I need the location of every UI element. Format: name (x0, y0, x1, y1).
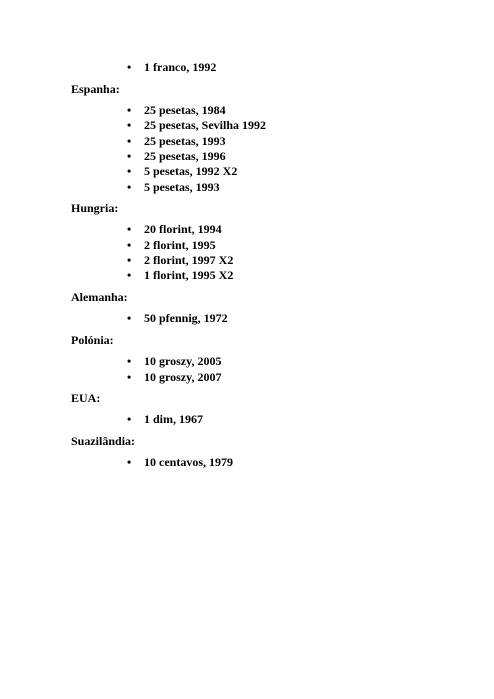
item-text: 1 dim, 1967 (144, 412, 204, 426)
list-item (127, 164, 237, 178)
list-item (127, 149, 226, 163)
section-heading-eua: EUA: (71, 391, 101, 405)
list-item (127, 238, 216, 252)
bullet: • (127, 164, 132, 178)
item-text: 10 groszy, 2005 (144, 354, 222, 368)
list-item (127, 268, 233, 282)
item-text: 5 pesetas, 1993 (144, 180, 220, 194)
item-text: 10 groszy, 2007 (144, 370, 222, 384)
bullet: • (127, 149, 132, 163)
bullet: • (127, 238, 132, 252)
list-item (127, 60, 216, 74)
item-text: 25 pesetas, 1993 (144, 134, 226, 148)
list-item (127, 118, 266, 132)
item-text: 1 franco, 1992 (144, 60, 217, 74)
bullet: • (127, 370, 132, 384)
list-item (127, 134, 226, 148)
item-text: 1 florint, 1995 X2 (144, 268, 234, 282)
list-item (127, 455, 233, 469)
list-item (127, 412, 203, 426)
section-heading-suazilandia: Suazilândia: (71, 434, 136, 448)
bullet: • (127, 253, 132, 267)
list-item (127, 354, 221, 368)
bullet: • (127, 180, 132, 194)
item-text: 20 florint, 1994 (144, 222, 222, 236)
item-text: 2 florint, 1997 X2 (144, 253, 234, 267)
list-item (127, 222, 222, 236)
list-item (127, 370, 221, 384)
section-heading-espanha: Espanha: (71, 82, 120, 96)
bullet: • (127, 103, 132, 117)
list-item (127, 253, 233, 267)
bullet: • (127, 354, 132, 368)
item-text: 25 pesetas, 1996 (144, 149, 226, 163)
section-heading-hungria: Hungria: (71, 201, 119, 215)
bullet: • (127, 134, 132, 148)
bullet: • (127, 412, 132, 426)
bullet: • (127, 60, 132, 74)
bullet: • (127, 268, 132, 282)
bullet: • (127, 311, 132, 325)
item-text: 10 centavos, 1979 (144, 455, 233, 469)
bullet: • (127, 222, 132, 236)
bullet: • (127, 118, 132, 132)
list-item (127, 311, 228, 325)
list-item (127, 180, 220, 194)
item-text: 5 pesetas, 1992 X2 (144, 164, 238, 178)
item-text: 25 pesetas, Sevilha 1992 (144, 118, 267, 132)
item-text: 50 pfennig, 1972 (144, 311, 228, 325)
section-heading-alemanha: Alemanha: (71, 290, 128, 304)
list-item (127, 103, 226, 117)
item-text: 2 florint, 1995 (144, 238, 216, 252)
section-heading-polonia: Polónia: (71, 333, 114, 347)
item-text: 25 pesetas, 1984 (144, 103, 226, 117)
bullet: • (127, 455, 132, 469)
